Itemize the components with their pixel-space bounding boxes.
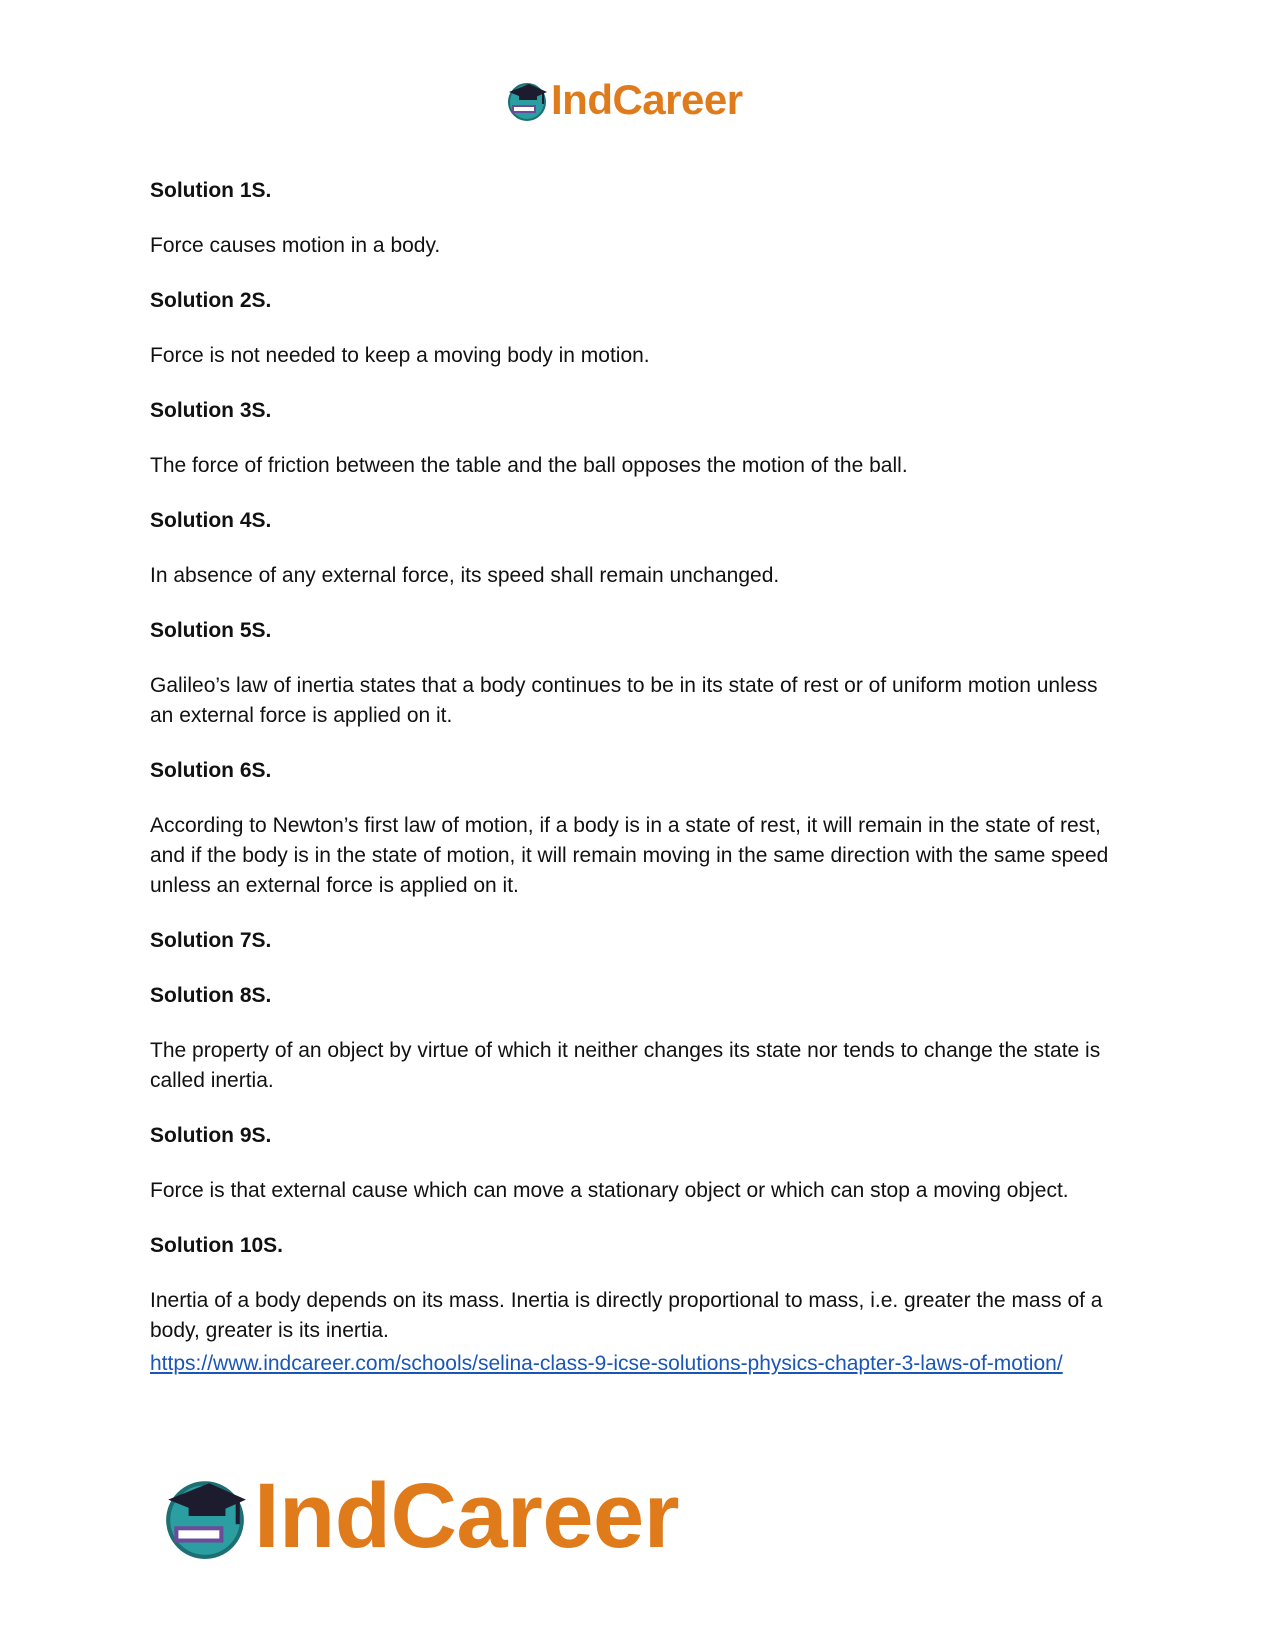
logo-text: IndCareer — [551, 76, 743, 123]
solution-heading: Solution 4S. — [150, 509, 272, 532]
solution-heading: Solution 3S. — [150, 399, 272, 422]
graduation-cap-globe-icon — [160, 1471, 250, 1561]
graduation-cap-globe-icon — [505, 78, 549, 122]
solution-heading: Solution 1S. — [150, 179, 272, 202]
solutions-content — [150, 176, 1125, 1381]
header-logo — [505, 78, 743, 122]
solution-heading: Solution 2S. — [150, 289, 272, 312]
solution-heading: Solution 9S. — [150, 1124, 272, 1147]
solution-answer: Force is not needed to keep a moving body in motion. — [150, 344, 650, 367]
solution-answer: Galileo’s law of inertia states that a body continues to be in its state of rest or of uniform motion unless an external force is applied on it. — [150, 674, 1098, 727]
solution-heading: Solution 7S. — [150, 929, 272, 952]
solution-answer: Force is that external cause which can move a stationary object or which can stop a moving object. — [150, 1179, 1069, 1202]
solution-heading: Solution 8S. — [150, 984, 272, 1007]
solution-answer: According to Newton’s first law of motion, if a body is in a state of rest, it will remain in the state of rest, and if the body is in the state of motion, it will remain moving in the same direction with the same speed unless an external force is applied on it. — [150, 814, 1109, 897]
solution-heading: Solution 5S. — [150, 619, 272, 642]
solution-answer: The force of friction between the table and the ball opposes the motion of the ball. — [150, 454, 908, 477]
solution-heading: Solution 6S. — [150, 759, 272, 782]
logo-text: IndCareer — [254, 1465, 679, 1567]
solution-answer: Force causes motion in a body. — [150, 234, 441, 257]
source-link[interactable]: https://www.indcareer.com/schools/selina-class-9-icse-solutions-physics-chapter-3-laws-of-motion/ — [150, 1352, 1063, 1375]
footer-logo — [160, 1465, 679, 1567]
solution-answer: In absence of any external force, its speed shall remain unchanged. — [150, 564, 780, 587]
solution-heading: Solution 10S. — [150, 1234, 284, 1257]
solution-answer: The property of an object by virtue of which it neither changes its state nor tends to change the state is called inertia. — [150, 1039, 1101, 1092]
solution-answer: Inertia of a body depends on its mass. Inertia is directly proportional to mass, i.e. greater the mass of a body, greater is its inertia. — [150, 1289, 1103, 1342]
